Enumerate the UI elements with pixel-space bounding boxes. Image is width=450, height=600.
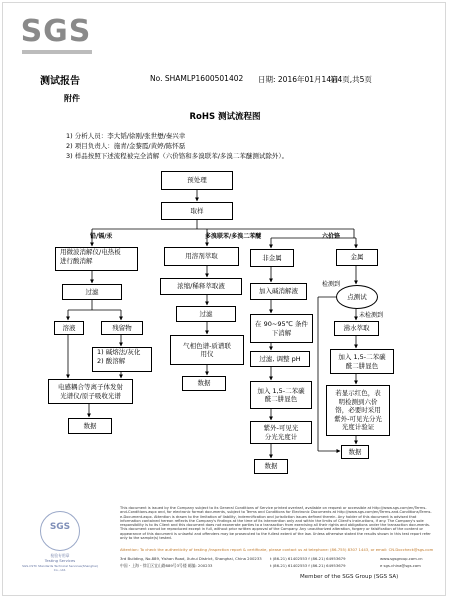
flow-title: RoHS 测试流程图 bbox=[189, 112, 261, 122]
appendix-label: 附件 bbox=[64, 94, 80, 103]
footer-attention: Attention: To check the authenticity of testing /inspection report & certificate, please contact us at telephone: (86-755) 8307 1443, or email: CN.Doccheck@sgs.com bbox=[120, 547, 434, 552]
box-sampling: 取样 bbox=[161, 202, 233, 220]
box-adjust-ph: 过滤, 调整 pH bbox=[250, 351, 310, 367]
report-date: 日期: 2016年01月14日 bbox=[258, 75, 339, 84]
box-nonmetal: 非金属 bbox=[250, 249, 294, 267]
note-project-leads: 2) 项目负责人：施青/金黎霞/黄婷/陈怀磊 bbox=[66, 142, 186, 150]
box-solvent-extract: 用溶剂萃取 bbox=[164, 247, 239, 266]
box-nonmetal-reagent bbox=[250, 381, 312, 409]
footer-address-en: 3rd Building, No.889, Yishan Road, Xuhui District, Shanghai, China 200233 bbox=[120, 556, 262, 561]
branch-label-pbb: 多溴联苯/多溴二苯醚 bbox=[205, 233, 262, 240]
box-heat-digest bbox=[250, 314, 313, 343]
box-nonmetal-reagent-line1: 加入 1,5-二苯碳 bbox=[257, 386, 305, 395]
box-acid-digestion bbox=[55, 247, 138, 271]
box-alkali-digest: 加入碱消解液 bbox=[250, 283, 307, 300]
sgs-logo-bar bbox=[22, 50, 92, 54]
box-nonmetal-reagent-line2: 酰二肼显色 bbox=[264, 395, 298, 403]
footer-web-cn: e sgs.china@sgs.com bbox=[380, 563, 421, 568]
box-confirm-red bbox=[326, 385, 390, 436]
stamp-caption-company: SGS-CSTC Standards Technical Services(Shanghai) Co., Ltd. bbox=[22, 564, 98, 572]
box-residue-treatment-line2: 2) 酸溶解 bbox=[97, 356, 126, 365]
box-confirm-red-line4: 紫外-可见光分光 bbox=[334, 414, 382, 423]
box-metal: 金属 bbox=[336, 249, 378, 266]
box-boil-extract: 沸水萃取 bbox=[334, 321, 379, 336]
box-metals-data: 数据 bbox=[68, 418, 112, 434]
box-acid-digestion-line2: 进行酸消解 bbox=[60, 256, 93, 265]
box-residue-treatment-line1: 1) 碱熔法/灰化 bbox=[97, 348, 141, 356]
box-uv-vis-line1: 紫外-可见光 bbox=[263, 424, 299, 432]
box-acid-digestion-line1: 用微波消解仪/电热板 bbox=[60, 248, 121, 256]
stamp-center-text: SGS bbox=[49, 522, 71, 532]
page-number: 第4页,共5页 bbox=[330, 75, 372, 84]
footer-disclaimer: This document is issued by the Company subject to its General Conditions of Service printed overleaf, available on request or accessible at http://www.sgs.com/en/Terms-and-Conditions.aspx and, for electronic format documents, subject to Terms and Conditions for Electronic Documents at http://www.sgs.com/en/Terms-and-Conditions/Terms-e-Document.aspx. Attention is drawn to the limitation of liability, indemnification and jurisdiction issues defined therein. Any holder of this document is advised that information contained hereon reflects the Company's findings at the time of its intervention only and within the limits of Client's instructions, if any. The Company's sole responsibility is to its Client and this document does not exonerate parties to a transaction from exercising all their rights and obligations under the transaction documents. This document cannot be reproduced except in full, without prior written approval of the Company. Any unauthorized alteration, forgery or falsification of the content or appearance of this document is unlawful and offenders may be prosecuted to the fullest extent of the law. Unless otherwise stated the results shown in this test report refer only to the sample(s) tested. bbox=[120, 506, 432, 541]
note-digestion: 3) 样品按照下述流程被完全消解（六价铬和多溴联苯/多溴二苯醚测试除外）。 bbox=[66, 152, 289, 160]
box-metal-reagent-line2: 酰二肼显色 bbox=[345, 361, 379, 370]
box-metal-data: 数据 bbox=[341, 445, 369, 459]
box-uv-vis-line2: 分光光度计 bbox=[264, 432, 298, 441]
branch-label-metals: 铅/镉/汞 bbox=[90, 233, 113, 240]
box-heat-digest-line2: 下消解 bbox=[271, 328, 292, 337]
box-residue-treatment bbox=[92, 347, 152, 372]
box-confirm-red-line5: 光度计验证 bbox=[341, 423, 375, 432]
box-solution: 溶液 bbox=[54, 321, 84, 335]
sgs-logo-text: SGS bbox=[20, 14, 92, 49]
box-residue: 残留物 bbox=[101, 321, 143, 335]
box-metal-reagent-line1: 加入 1,5-二苯碳 bbox=[338, 353, 386, 361]
box-uv-vis bbox=[250, 421, 312, 444]
footer-tel-en: t (86-21) 61402553 f (86-21) 64953679 bbox=[270, 556, 346, 561]
ellipse-spot-test: 点测试 bbox=[336, 285, 378, 309]
report-number: No. SHAMLP1600501402 bbox=[150, 74, 244, 83]
label-detected: 检测到 bbox=[322, 281, 341, 288]
testing-services-stamp bbox=[20, 511, 100, 573]
report-title: 测试报告 bbox=[40, 76, 80, 87]
box-nonmetal-data: 数据 bbox=[254, 459, 288, 474]
box-icp-line1: 电感耦合等离子体发射 bbox=[58, 383, 123, 391]
member-of-sgs-group: Member of the SGS Group (SGS SA) bbox=[300, 574, 399, 580]
box-pbb-data: 数据 bbox=[182, 376, 226, 391]
box-icp-line2: 光谱仪/原子吸收光谱 bbox=[60, 391, 121, 400]
stamp-caption-en: Testing Services bbox=[44, 558, 76, 563]
box-gcms-line1: 气相色谱-质谱联 bbox=[183, 341, 231, 350]
footer-web-en: www.sgsgroup.com.cn bbox=[380, 556, 423, 561]
footer-address-cn: 中国・上海・徐汇区宜山路889号3号楼 邮编: 200233 bbox=[120, 563, 213, 568]
box-gcms-line2: 用仪 bbox=[200, 350, 214, 358]
label-not-detected: 未检测到 bbox=[359, 312, 384, 319]
box-pretreat: 预处理 bbox=[161, 171, 233, 190]
box-heat-digest-line1: 在 90~95℃ 条件 bbox=[255, 320, 308, 328]
box-metal-reagent bbox=[330, 349, 394, 374]
box-confirm-red-line3: 铬，必要时采用 bbox=[335, 406, 381, 415]
note-analysts: 1) 分析人员：李大韬/徐刚/张世懋/秦兴幸 bbox=[66, 132, 186, 140]
box-metals-filter: 过滤 bbox=[62, 284, 122, 300]
footer-tel-cn: t (86-21) 61402553 f (86-21) 64953679 bbox=[270, 563, 346, 568]
box-confirm-red-line2: 明检测到六价 bbox=[338, 397, 378, 406]
box-concentrate: 浓缩/稀释萃取液 bbox=[160, 278, 242, 295]
box-icp bbox=[48, 379, 133, 404]
box-confirm-red-line1: 若显示红色，表 bbox=[335, 389, 381, 398]
box-pbb-filter: 过滤 bbox=[176, 306, 236, 322]
sgs-logo bbox=[20, 14, 92, 52]
branch-label-cr6: 六价铬 bbox=[322, 233, 341, 240]
box-gcms bbox=[170, 335, 244, 365]
stamp-caption-cn: 检验专用章 bbox=[50, 553, 70, 558]
